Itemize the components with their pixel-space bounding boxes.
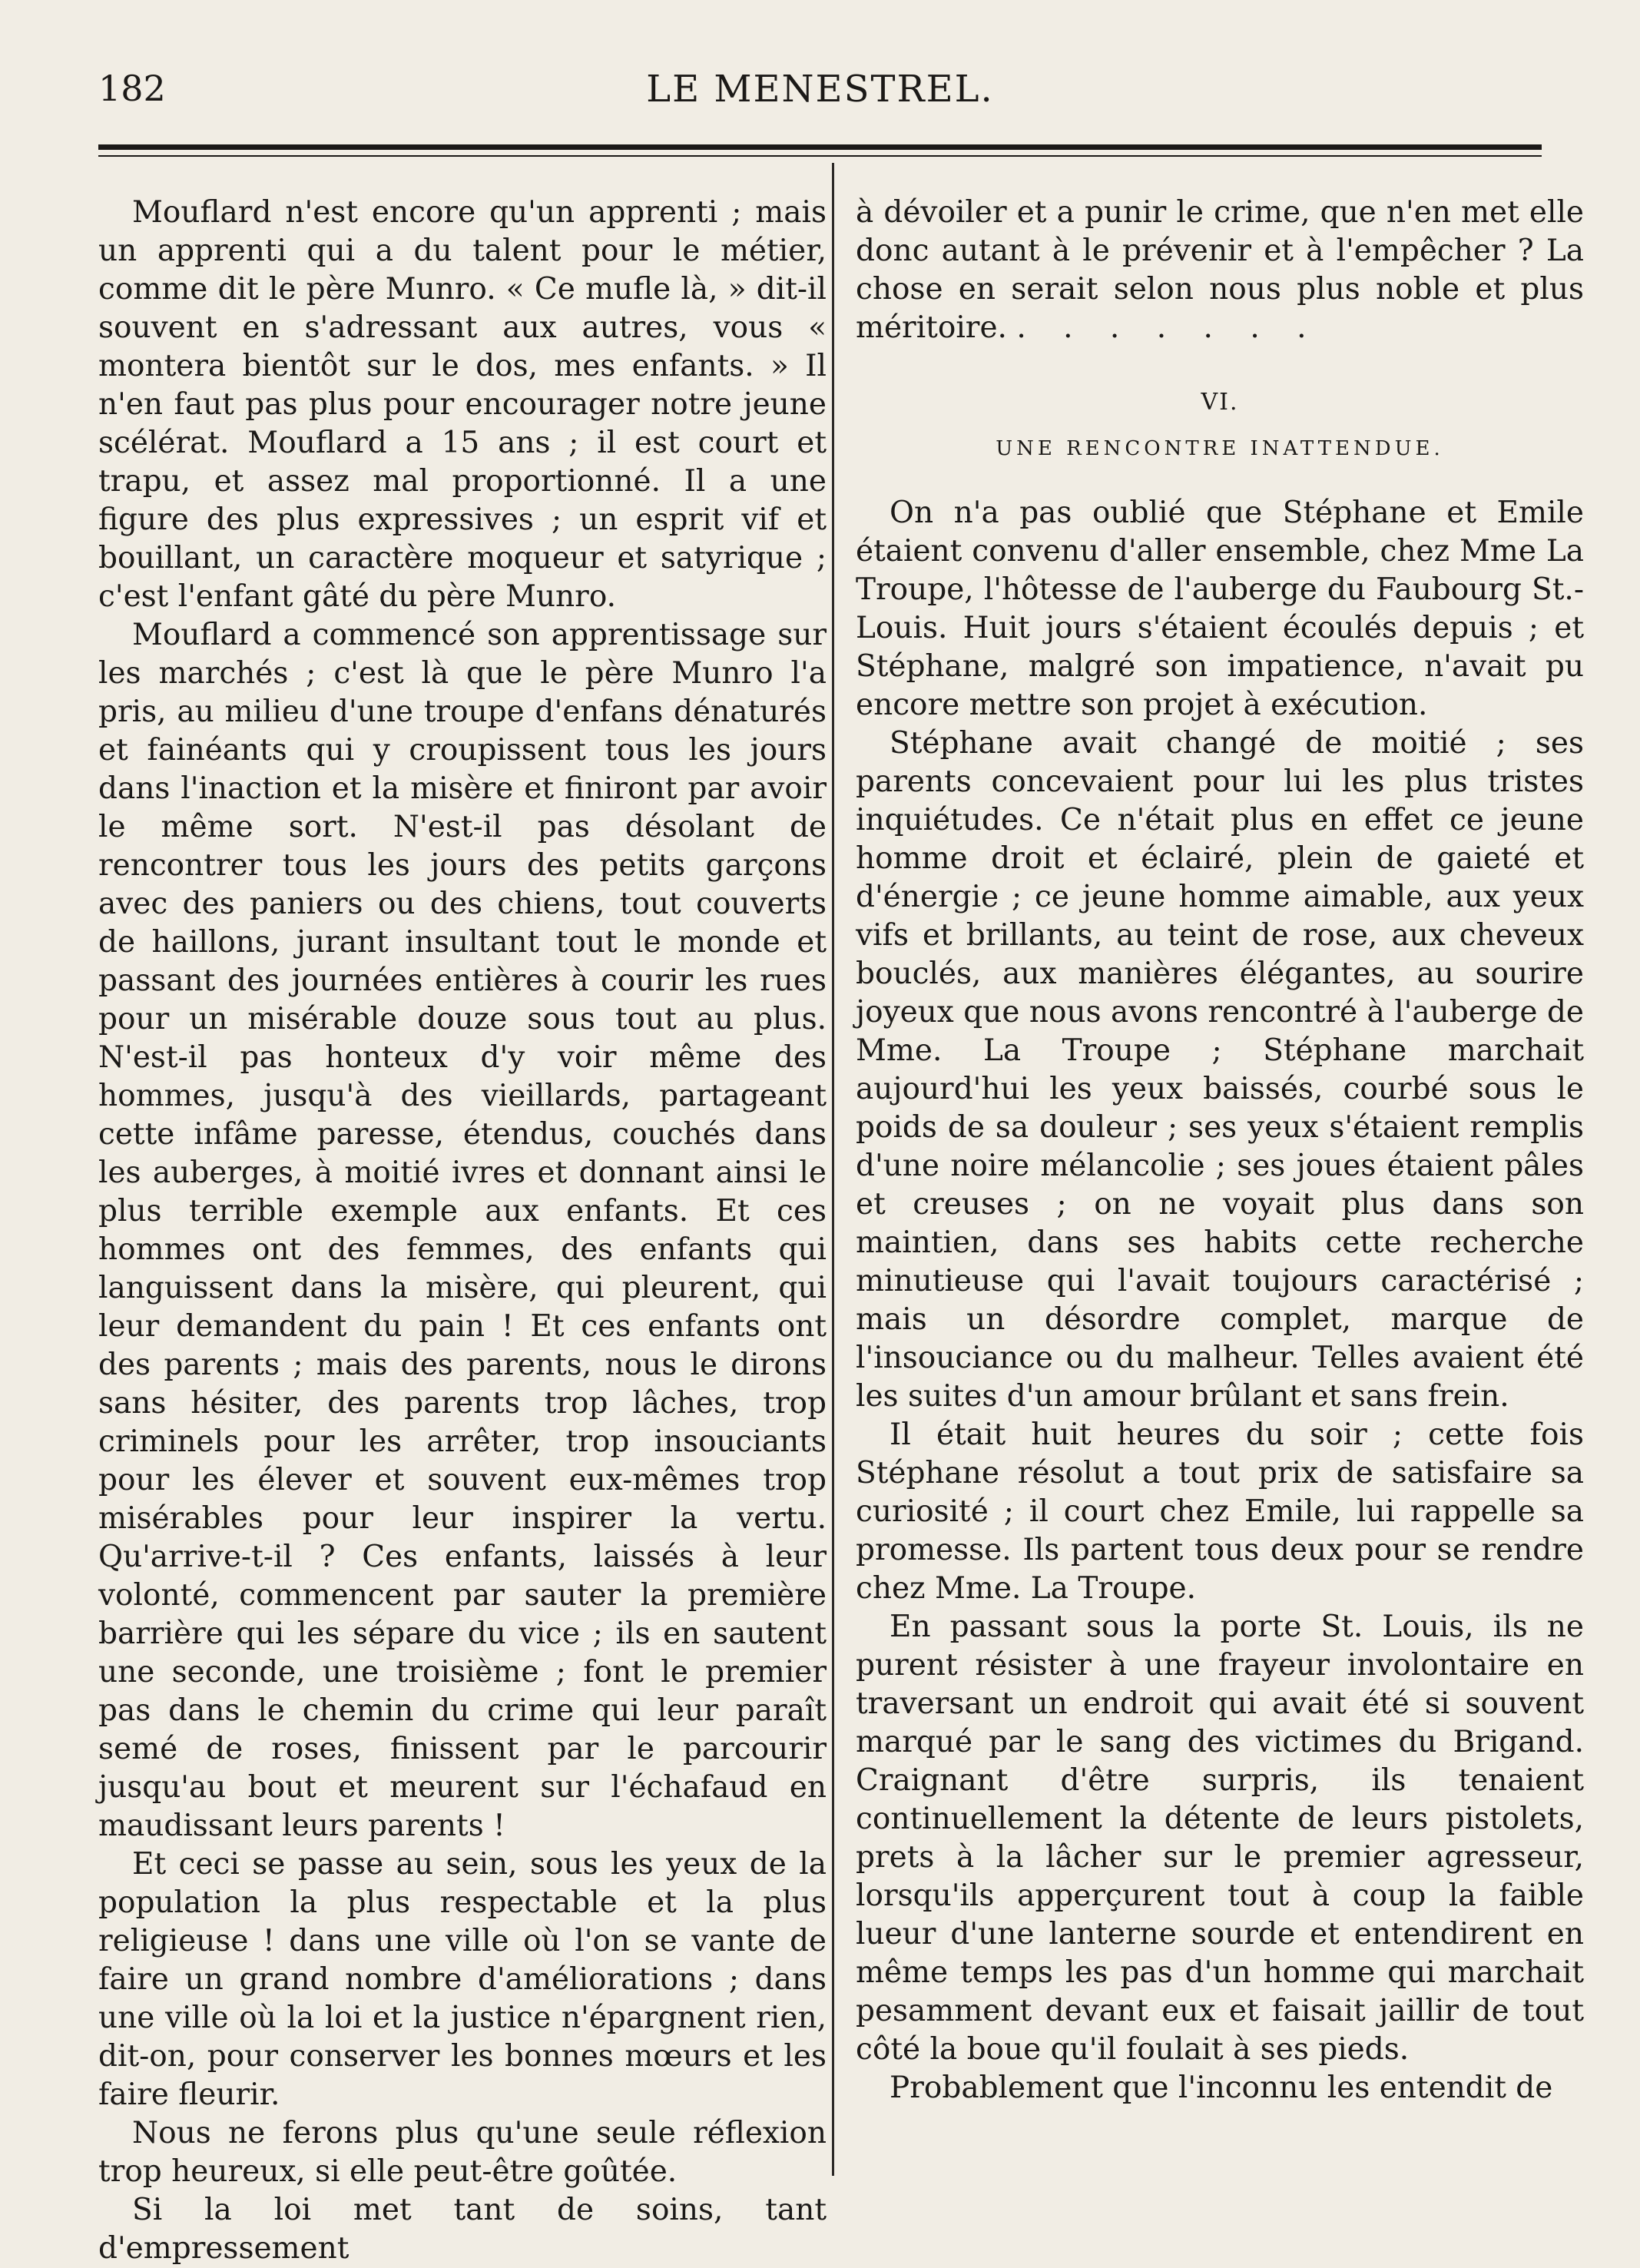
paragraph: Mouflard n'est encore qu'un apprenti ; mais un apprenti qui a du talent pour le métier, comme dit le père Munro. « Ce mufle là, » dit-il souvent en s'adressant aux autres, vous « montera bientôt sur le dos, mes enfants. » Il n'en faut pas plus pour encourager notre jeune scélérat. Mouflard a 15 ans ; il est court et trapu, et assez mal proportionné. Il a une figure des plus expressives ; un esprit vif et bouillant, un caractère moqueur et satyrique ; c'est l'enfant gâté du père Munro. <box>98 195 827 614</box>
header-rule-thin <box>98 155 1542 157</box>
page-header <box>98 68 1542 121</box>
paragraph: Et ceci se passe au sein, sous les yeux de la population la plus respectable et la plus religieuse ! dans une ville où l'on se vante de faire un grand nombre d'améliorations ; dans une ville où la loi et la justice n'épargnent rien, dit-on, pour conserver les bonnes mœurs et les faire fleurir. <box>98 1847 827 2112</box>
column-divider <box>832 163 834 2176</box>
section-title: UNE RENCONTRE INATTENDUE. <box>996 437 1444 460</box>
page-number: 182 <box>98 68 166 109</box>
left-column <box>98 194 827 2266</box>
paragraph-continued <box>856 194 1584 347</box>
paragraph: Stéphane avait changé de moitié ; ses parents concevaient pour lui les plus tristes inquiétudes. Ce n'était plus en effet ce jeune homme droit et éclairé, plein de gaieté et d'énergie ; ce jeune homme aimable, aux yeux vifs et brillants, au teint de rose, aux cheveux bouclés, aux manières élégantes, au sourire joyeux que nous avons rencontré à l'auberge de Mme. La Troupe ; Stéphane marchait aujourd'hui les yeux baissés, courbé sous le poids de sa douleur ; ses yeux s'étaient remplis d'une noire mélancolie ; ses joues étaient pâles et creuses ; on ne voyait plus dans son maintien, dans ses habits cette recherche minutieuse qui l'avait toujours caractérisé ; mais un désordre complet, marque de l'insouciance ou du malheur. Telles avaient été les suites d'un amour brûlant et sans frein. <box>856 726 1584 1414</box>
header-rule-thick <box>98 144 1542 150</box>
paragraph: Probablement que l'inconnu les entendit de <box>890 2071 1553 2105</box>
paragraph: Mouflard a commencé son apprentissage sur les marchés ; c'est là que le père Munro l'a pris, au milieu d'une troupe d'enfans dénaturés et fainéants qui y croupissent tous les jours dans l'inaction et la misère et finiront par avoir le même sort. N'est-il pas désolant de rencontrer tous les jours des petits garçons avec des paniers ou des chiens, tout couverts de haillons, jurant insultant tout le monde et passant des journées entières à courir les rues pour un misérable douze sous tout au plus. N'est-il pas honteux d'y voir même des hommes, jusqu'à des vieillards, partageant cette infâme paresse, étendus, couchés dans les auberges, à moitié ivres et donnant ainsi le plus terrible exemple aux enfants. Et ces hommes ont des femmes, des enfants qui languissent dans la misère, qui pleurent, qui leur demandent du pain ! Et ces enfants ont des parents ; mais des parents, nous le dirons sans hésiter, des parents trop lâches, trop criminels pour les arrêter, trop insouciants pour les élever et souvent eux-mêmes trop misérables pour leur inspirer la vertu. Qu'arrive-t-il ? Ces enfants, laissés à leur volonté, commencent par sauter la première barrière qui les sépare du vice ; ils en sautent une seconde, une troisième ; font le premier pas dans le chemin du crime qui leur paraît semé de roses, finissent par le parcourir jusqu'au bout et meurent sur l'échafaud en maudissant leurs parents ! <box>98 618 827 1843</box>
paragraph: Si la loi met tant de soins, tant d'empressement <box>98 2193 827 2266</box>
paragraph: Il était huit heures du soir ; cette fois Stéphane résolut a tout prix de satisfaire sa curiosité ; il court chez Emile, lui rappelle sa promesse. Ils partent tous deux pour se rendre chez Mme. La Troupe. <box>856 1418 1584 1606</box>
paragraph: On n'a pas oublié que Stéphane et Emile étaient convenu d'aller ensemble, chez Mme La Troupe, l'hôtesse de l'auberge du Faubourg St.-Louis. Huit jours s'étaient écoulés depuis ; et Stéphane, malgré son impatience, n'avait pu encore mettre son projet à exécution. <box>856 496 1584 722</box>
paragraph: Nous ne ferons plus qu'une seule réflexion trop heureux, si elle peut-être goûtée. <box>98 2116 827 2189</box>
journal-title: LE MENESTREL. <box>646 68 994 111</box>
section-number: VI. <box>1201 389 1239 416</box>
paragraph-text: à dévoiler et a punir le crime, que n'en met elle donc autant à le prévenir et à l'empêcher ? La chose en serait selon nous plus noble et plus méritoire. <box>856 195 1584 345</box>
ellipsis: . . . . . . . <box>1016 310 1320 345</box>
paragraph: En passant sous la porte St. Louis, ils ne purent résister à une frayeur involontaire en traversant un endroit qui avait été si souvent marqué par le sang des victimes du Brigand. Craignant d'être surpris, ils tenaient continuellement la détente de leurs pistolets, prets à la lâcher sur le premier agresseur, lorsqu'ils apperçurent tout à coup la faible lueur d'une lanterne sourde et entendirent en même temps les pas d'un homme qui marchait pesamment devant eux et faisait jaillir de tout côté la boue qu'il foulait à ses pieds. <box>856 1610 1584 2067</box>
right-column <box>856 194 1584 2191</box>
